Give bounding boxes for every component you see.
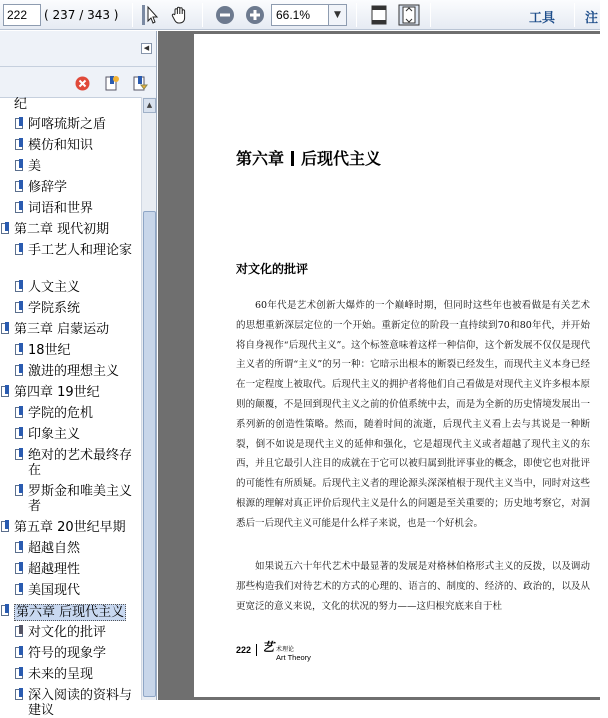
bookmark-label: 对文化的批评 xyxy=(28,625,107,640)
brand-subtitle: 术理论 xyxy=(276,647,295,653)
bookmark-icon xyxy=(14,139,24,152)
chapter-title: 后现代主义 xyxy=(301,149,382,168)
body-paragraph: 如果说五六十年代艺术中最显著的发展是对格林伯格形式主义的反拨，以及调动那些构造我们对待艺术的方式的心理的、语言的、制度的、经济的、政治的，以及从更宽泛的意义来说，文化的状况的努力——这归根究底来自于杜 xyxy=(236,561,590,612)
book-brand xyxy=(262,638,311,662)
document-viewport[interactable] xyxy=(158,31,600,700)
bookmark-label: 学院的危机 xyxy=(28,406,94,421)
bookmark-scrollbar[interactable] xyxy=(141,97,156,700)
bookmark-tree xyxy=(0,97,141,718)
bookmark-item[interactable] xyxy=(14,180,141,195)
zoom-level-input[interactable] xyxy=(271,4,329,26)
bookmark-icon xyxy=(14,626,24,639)
zoom-dropdown-icon[interactable]: ▼ xyxy=(329,4,347,26)
bookmark-icon xyxy=(14,244,24,257)
panel-actions xyxy=(0,67,156,97)
bookmark-label: 未来的呈现 xyxy=(28,667,94,682)
toolbar-separator xyxy=(356,3,357,27)
bookmark-label: 手工艺人和理论家 xyxy=(28,243,133,258)
scrollbar-thumb[interactable] xyxy=(143,211,156,697)
bookmark-item[interactable] xyxy=(0,222,141,237)
bookmark-item[interactable] xyxy=(14,646,141,661)
zoom-out-icon[interactable] xyxy=(213,4,237,26)
bookmark-icon xyxy=(14,542,24,555)
bookmark-item[interactable] xyxy=(14,427,141,442)
bookmark-item[interactable] xyxy=(14,159,141,174)
bookmark-label: 超越自然 xyxy=(28,541,81,556)
bookmark-label: 深入阅读的资料与建议 xyxy=(28,688,133,718)
bookmark-item[interactable] xyxy=(14,562,141,577)
bookmark-icon xyxy=(14,449,24,462)
bookmark-item[interactable] xyxy=(0,385,141,400)
select-tool-icon[interactable] xyxy=(139,4,163,26)
bookmark-icon xyxy=(0,323,10,336)
bookmark-icon xyxy=(0,223,10,236)
bookmark-label: 符号的现象学 xyxy=(28,646,107,661)
zoom-in-icon[interactable] xyxy=(243,4,267,26)
bookmark-icon xyxy=(0,521,10,534)
page-number-input[interactable] xyxy=(3,4,41,26)
brand-char: 艺 xyxy=(262,640,275,654)
bookmark-icon xyxy=(14,485,24,498)
bookmark-item[interactable] xyxy=(14,541,141,556)
comment-menu[interactable]: 注 xyxy=(585,11,599,26)
new-bookmark-icon[interactable] xyxy=(104,75,120,91)
bookmark-item[interactable] xyxy=(14,364,141,379)
bookmark-icon xyxy=(14,689,24,702)
footer-divider xyxy=(256,644,257,656)
bookmark-label: 词语和世界 xyxy=(28,201,94,216)
bookmark-icon xyxy=(14,407,24,420)
document-page xyxy=(194,34,608,697)
bookmark-item[interactable] xyxy=(14,301,141,316)
panel-header xyxy=(0,31,156,67)
toolbar-separator xyxy=(430,3,431,27)
bookmark-label: 第二章 现代初期 xyxy=(14,222,110,237)
scroll-up-icon[interactable]: ▲ xyxy=(143,98,156,113)
bookmark-icon xyxy=(14,428,24,441)
collapse-panel-icon[interactable]: ◀ xyxy=(141,43,152,54)
bookmark-label: 第六章 后现代主义 xyxy=(16,605,125,620)
bookmark-label: 第四章 19世纪 xyxy=(14,385,100,400)
bookmark-label: 阿喀琉斯之盾 xyxy=(28,117,107,132)
toolbar-separator xyxy=(132,3,133,27)
bookmark-item[interactable] xyxy=(0,520,141,535)
page-count-label: ( 237 / 343 ) xyxy=(44,8,119,22)
bookmark-label: 纪 xyxy=(14,97,28,112)
brand-english: Art Theory xyxy=(276,653,311,662)
bookmark-icon xyxy=(0,386,10,399)
bookmark-icon xyxy=(14,563,24,576)
bookmark-icon xyxy=(14,202,24,215)
bookmark-label: 18世纪 xyxy=(28,343,71,358)
bookmark-label: 美 xyxy=(28,159,42,174)
bookmark-item[interactable] xyxy=(14,138,141,153)
bookmark-item[interactable] xyxy=(0,322,141,337)
bookmark-label: 超越理性 xyxy=(28,562,81,577)
page-footer xyxy=(236,638,311,662)
bookmark-options-icon[interactable] xyxy=(132,75,148,91)
toolbar xyxy=(0,0,600,30)
bookmark-item[interactable] xyxy=(14,667,141,682)
bookmark-item[interactable] xyxy=(14,406,141,421)
tools-menu[interactable]: 工具 xyxy=(529,11,556,26)
bookmark-item-selected[interactable] xyxy=(0,604,141,621)
bookmark-icon xyxy=(14,344,24,357)
section-title: 对文化的批评 xyxy=(236,262,309,276)
bookmark-icon xyxy=(14,302,24,315)
fit-page-icon[interactable] xyxy=(397,4,421,26)
chapter-number: 第六章 xyxy=(236,149,285,168)
bookmark-icon xyxy=(14,365,24,378)
bookmark-item[interactable] xyxy=(14,688,141,718)
bookmark-icon xyxy=(14,584,24,597)
bookmark-label: 罗斯金和唯美主义者 xyxy=(28,484,133,514)
bookmark-label: 绝对的艺术最终存在 xyxy=(28,448,133,478)
bookmark-icon xyxy=(14,118,24,131)
bookmark-label: 模仿和知识 xyxy=(28,138,94,153)
bookmark-label: 第三章 启蒙运动 xyxy=(14,322,110,337)
bookmark-item[interactable] xyxy=(14,343,141,358)
bookmark-label: 学院系统 xyxy=(28,301,81,316)
bookmark-icon xyxy=(14,181,24,194)
bookmark-label: 激进的理想主义 xyxy=(28,364,120,379)
toolbar-separator xyxy=(574,3,575,27)
bookmark-label: 第五章 20世纪早期 xyxy=(14,520,126,535)
page-number: 222 xyxy=(236,645,252,655)
bookmark-item[interactable] xyxy=(14,583,141,598)
bookmark-item[interactable] xyxy=(14,484,141,514)
bookmark-icon xyxy=(14,160,24,173)
bookmark-item[interactable] xyxy=(14,280,141,295)
bookmark-icon xyxy=(14,281,24,294)
chapter-divider xyxy=(291,151,294,166)
toolbar-separator xyxy=(202,3,203,27)
bookmark-icon xyxy=(0,605,10,618)
bookmark-item[interactable] xyxy=(14,243,141,258)
bookmark-item[interactable] xyxy=(14,97,141,112)
bookmark-label: 修辞学 xyxy=(28,180,68,195)
bookmarks-panel xyxy=(0,31,157,718)
body-paragraph: 60年代是艺术创新大爆炸的一个巅峰时期，但同时这些年也被看做是有关艺术的思想重新深层定位的一个开始。重新定位的阶段一直持续到70和80年代，并开始将自身视作“后现代主义”。这个标签意味着这样一种信仰，这个新发展不仅仅是现代主义者的所谓“主义”的另一种：它暗示出根本的断裂已经发生，而现代主义本身已经在一定程度上被取代。后现代主义的拥护者将他们自己看做是对现代主义许多根本原则的颠覆，不是回到现代主义之前的价值系统中去，而是为全新的历史情境发展出一系列新的创造性策略。然而，随着时间的流逝，后现代主义看上去与其说是一种断裂，倒不如说是现代主义的延伸和强化，它是超现代主义或者超越了现代主义的东西，并且它最引人注目的成就在于它可以被归属到批评事业的概念，即使它也对批评的可能性有所质疑。后现代主义者的理论源头深深植根于现代主义当中，同时对这些根源的理解对真正评价后现代主义是什么的问题是至关重要的；历史地考察它，对洞悉后一后现代主义可能是什么样子来说，也是一个好机会。 xyxy=(236,300,590,529)
bookmark-item[interactable] xyxy=(14,625,141,640)
fit-width-icon[interactable] xyxy=(367,4,391,26)
delete-bookmark-icon[interactable] xyxy=(74,75,90,91)
bookmark-icon xyxy=(14,647,24,660)
bookmark-item[interactable] xyxy=(14,448,141,478)
bookmark-label: 印象主义 xyxy=(28,427,81,442)
bookmark-label: 人文主义 xyxy=(28,280,81,295)
chapter-heading xyxy=(236,146,381,169)
bookmark-item[interactable] xyxy=(14,117,141,132)
bookmark-label: 美国现代 xyxy=(28,583,81,598)
bookmark-icon xyxy=(14,668,24,681)
hand-tool-icon[interactable] xyxy=(168,4,192,26)
bookmark-item[interactable] xyxy=(14,201,141,216)
